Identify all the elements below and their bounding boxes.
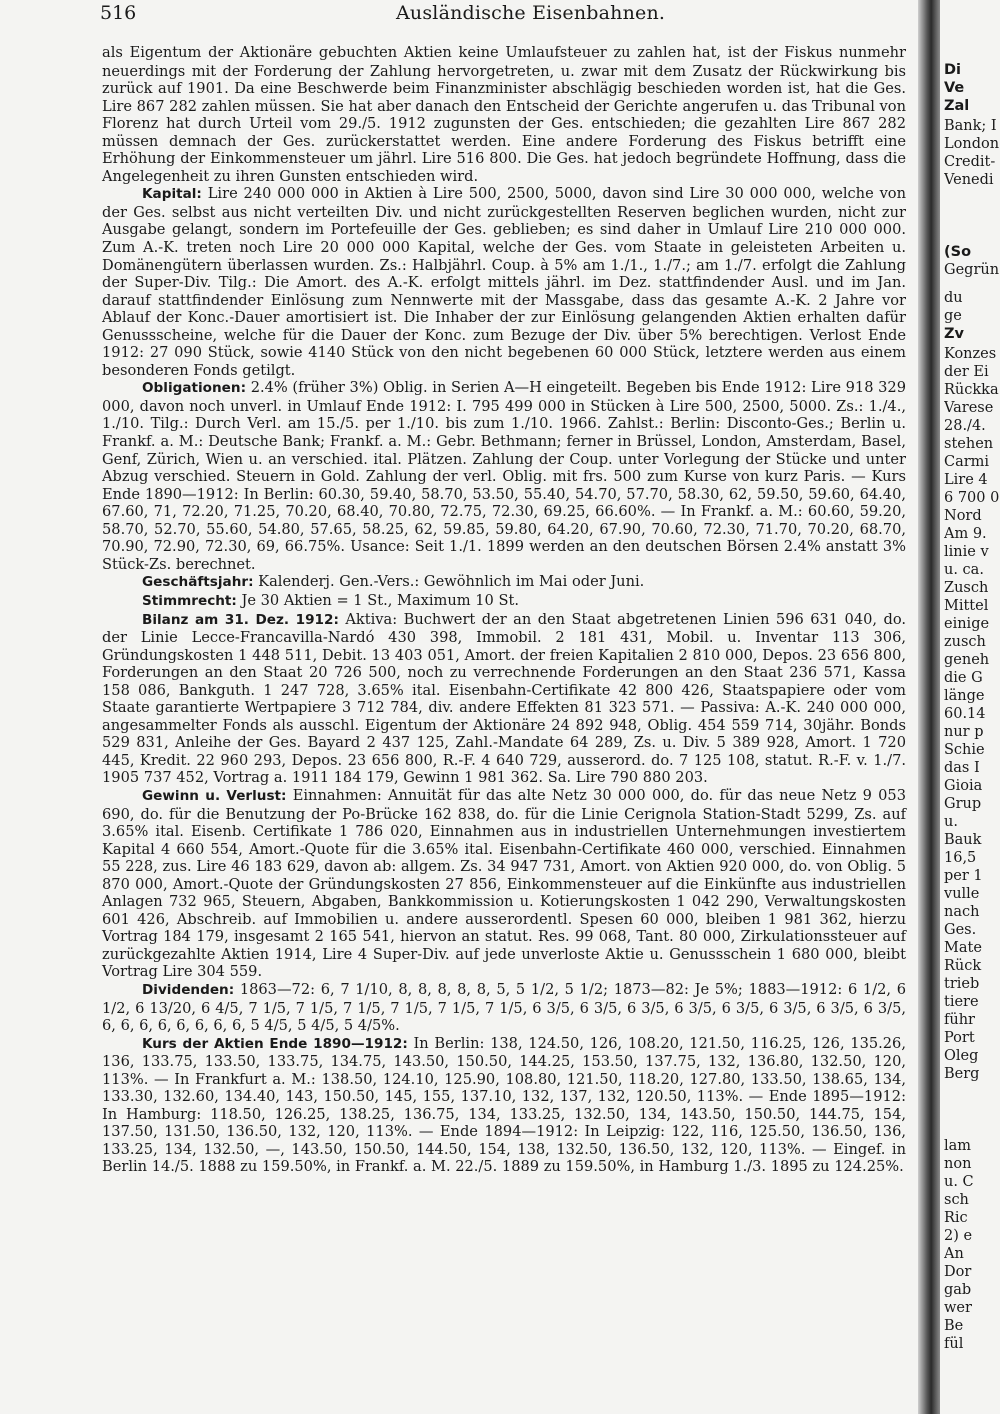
adjacent-line-fragment: führ xyxy=(944,1012,975,1028)
adjacent-line-fragment: Credit- xyxy=(944,154,996,170)
adjacent-line-fragment: Oleg xyxy=(944,1048,979,1064)
adjacent-line-fragment: Ges. xyxy=(944,922,977,938)
adjacent-line-fragment: fül xyxy=(944,1336,964,1352)
adjacent-line-fragment: länge xyxy=(944,688,985,704)
adjacent-line-fragment: An xyxy=(944,1246,964,1262)
paragraph-kurs-der-aktien: Kurs der Aktien Ende 1890—1912: In Berlin: 138, 124.50, 126, 108.20, 121.50, 116.25, 126, 135.26, 136, 133.75, 133.50, 133.75, 134.75, 143.50, 150.50, 144.25, 153.50, 137.75, 132, 136.80, 132.50, 120, 113%. — In Frankfurt a. M.: 138.50, 124.10, 125.90, 108.80, 121.50, 118.20, 127.80, 133.50, 138.65, 134, 133.30, 132.60, 134.40, 143, 150.50, 145, 155, 137.10, 132, 137, 132, 120.50, 113%. — Ende 1895—1912: In Hamburg: 118.50, 126.25, 138.25, 136.75, 134, 133.25, 132.50, 134, 143.50, 150.50, 144.75, 154, 137.50, 131.50, 136.50, 132, 120, 113%. — Ende 1894—1912: In Leipzig: 122, 116, 125.50, 136.50, 136, 133.25, 134, 132.50, —, 143.50, 150.50, 144.50, 154, 138, 132.50, 136.50, 132, 120, 113%. — Eingef. in Berlin 14./5. 1888 zu 159.50%, in Frankf. a. M. 22./5. 1889 zu 159.50%, in Hamburg 1./3. 1895 zu 124.25%. xyxy=(102,1034,906,1176)
paragraph-bilanz: Bilanz am 31. Dez. 1912: Aktiva: Buchwert der an den Staat abgetretenen Linien 596 631 040, do. der Linie Lecce-Francavilla-Nardó 430 398, Immobil. 2 181 431, Mobil. u. Inventar 113 306, Gründungskosten 1 448 511, Debit. 13 403 051, Amort. der freien Kapitalien 2 810 000, Depos. 23 656 800, Forderungen an den Staat 20 726 500, noch zu verrechnende Forderungen an den Staat 236 571, Kassa 158 086, Bankguth. 1 247 728, 3.65% ital. Eisenbahn-Certifikate 42 800 426, Staatspapiere oder vom Staate garantierte Wertpapiere 3 712 784, div. andere Effekten 81 323 571. — Passiva: A.-K. 240 000 000, angesammelter Fonds als ausschl. Eigentum der Aktionäre 24 892 948, Oblig. 454 559 714, 30jähr. Bonds 529 831, Anleihe der Ges. Bayard 2 437 125, Zahl.-Mandate 64 289, Zs. u. Div. 5 389 928, Amort. 1 720 445, Kredit. 22 960 293, Depos. 23 656 800, R.-F. 4 640 729, ausserord. do. 7 125 108, statut. R.-F. v. 1./7. 1905 737 452, Vortrag a. 1911 184 179, Gewinn 1 981 362. Sa. Lire 790 880 203. xyxy=(102,610,907,787)
paragraph-intro: als Eigentum der Aktionäre gebuchten Aktien keine Umlaufsteuer zu zahlen hat, ist der Fiskus nunmehr neuerdings mit der Forderung der Zahlung hervorgetreten, u. zwar mit dem Zusatz der Rückwirkung bis zurück auf 1901. Da eine Beschwerde beim Finanzminister abschlägig beschieden worden ist, hat die Ges. Lire 867 282 zahlen müssen. Sie hat aber danach den Entscheid der Gerichte angerufen u. das Tribunal von Florenz hat durch Urteil vom 29./5. 1912 zugunsten der Ges. entschieden; die gezahlten Lire 867 282 müssen demnach der Ges. zurückerstattet werden. Eine andere Forderung des Fiskus betrifft eine Erhöhung der Einkommensteuer um jährl. Lire 516 800. Die Ges. hat jedoch begründete Hoffnung, dass die Angelegenheit zu ihren Gunsten entschieden wird. xyxy=(102,44,906,185)
section-label: Geschäftsjahr: xyxy=(142,574,254,591)
paragraph-obligationen: Obligationen: 2.4% (früher 3%) Oblig. in Serien A—H eingeteilt. Begeben bis Ende 1912: Lire 918 329 000, davon noch unverl. in Umlauf Ende 1912: I. 795 499 000 in Stücken à Lire 500, 2500, 5000. Zs.: 1./4., 1./10. Tilg.: Durch Verl. am 15./5. per 1./10. bis zum 1./10. 1966. Zahlst.: Berlin: Disconto-Ges.; Berlin u. Frankf. a. M.: Deutsche Bank; Frankf. a. M.: Gebr. Bethmann; ferner in Brüssel, London, Amsterdam, Basel, Genf, Zürich, Wien u. an verschied. ital. Plätzen. Zahlung der Coup. unter Vorlegung der Stücke und unter Abzug verschied. Steuern in Gold. Zahlung der verl. Oblig. mit frs. 500 zum Kurse von kurz Paris. — Kurs Ende 1890—1912: In Berlin: 60.30, 59.40, 58.70, 53.50, 55.40, 54.70, 57.70, 58.30, 62, 59.50, 59.60, 64.40, 67.60, 71, 72.20, 71.25, 70.20, 68.40, 70.80, 72.75, 72.30, 69.25, 66.60%. — In Frankf. a. M.: 60.60, 59.20, 58.70, 52.70, 55.60, 54.80, 57.65, 58.25, 62, 59.85, 59.80, 64.20, 67.90, 70.60, 72.30, 71.70, 70.20, 68.70, 70.90, 72.90, 72.30, 69, 66.75%. Usance: Seit 1./1. 1899 werden an den deutschen Börsen 2.4% anstatt 3% Stück-Zs. berechnet. xyxy=(102,379,907,573)
adjacent-line-fragment: trieb xyxy=(944,976,980,992)
adjacent-line-fragment: Lire 4 xyxy=(944,472,988,488)
adjacent-line-fragment: nach xyxy=(944,904,980,920)
main-text-column xyxy=(102,44,906,1176)
adjacent-line-fragment: 60.14 xyxy=(944,706,986,722)
adjacent-line-fragment: zusch xyxy=(944,634,986,650)
adjacent-page-fragment xyxy=(944,0,1000,1414)
adjacent-line-fragment: einige xyxy=(944,616,990,632)
adjacent-line-fragment: Gioia xyxy=(944,778,983,794)
section-label: Dividenden: xyxy=(142,981,235,998)
book-gutter xyxy=(918,0,940,1414)
adjacent-line-fragment: Zusch xyxy=(944,580,989,596)
adjacent-line-fragment: Varese xyxy=(944,400,994,416)
adjacent-line-fragment: ge xyxy=(944,308,962,324)
adjacent-line-fragment: tiere xyxy=(944,994,979,1010)
adjacent-line-fragment: Am 9. xyxy=(944,526,987,542)
adjacent-line-fragment: per 1 xyxy=(944,868,983,884)
adjacent-line-fragment: der Ei xyxy=(944,364,989,380)
adjacent-line-fragment: 6 700 0 xyxy=(944,490,1000,506)
adjacent-line-fragment: Port xyxy=(944,1030,975,1046)
paragraph-dividenden: Dividenden: 1863—72: 6, 7 1/10, 8, 8, 8, 8, 8, 5, 5 1/2, 5 1/2; 1873—82: Je 5%; 1883—1912: 6 1/2, 6 1/2, 6 13/20, 6 4/5, 7 1/5, 7 1/5, 7 1/5, 7 1/5, 7 1/5, 7 1/5, 6 3/5, 6 3/5, 6 3/5, 6 3/5, 6 3/5, 6 3/5, 6 3/5, 6 3/5, 6, 6, 6, 6, 6, 6, 6, 6, 5 4/5, 5 4/5, 5 4/5%. xyxy=(102,980,906,1035)
adjacent-line-fragment: nur p xyxy=(944,724,984,740)
adjacent-line-fragment: das I xyxy=(944,760,980,776)
running-title: Ausländische Eisenbahnen. xyxy=(396,2,666,24)
section-label: Obligationen: xyxy=(142,380,247,397)
adjacent-line-fragment: gab xyxy=(944,1282,972,1298)
adjacent-line-fragment: u. ca. xyxy=(944,562,984,578)
adjacent-line-fragment: wer xyxy=(944,1300,972,1316)
adjacent-line-fragment: Ric xyxy=(944,1210,968,1226)
adjacent-line-fragment: Di xyxy=(944,62,962,78)
adjacent-line-fragment: Mate xyxy=(944,940,982,956)
adjacent-line-fragment: linie v xyxy=(944,544,989,560)
adjacent-line-fragment: 2) e xyxy=(944,1228,973,1244)
adjacent-line-fragment: Mittel xyxy=(944,598,989,614)
adjacent-line-fragment: Grup xyxy=(944,796,982,812)
adjacent-line-fragment: sch xyxy=(944,1192,969,1208)
adjacent-line-fragment: (So xyxy=(944,244,972,260)
adjacent-line-fragment: Schie xyxy=(944,742,985,758)
adjacent-line-fragment: u. xyxy=(944,814,958,830)
adjacent-line-fragment: Bank; I xyxy=(944,118,997,134)
paragraph-stimmrecht: Stimmrecht: Je 30 Aktien = 1 St., Maximum 10 St. xyxy=(142,591,519,609)
adjacent-line-fragment: Carmi xyxy=(944,454,990,470)
adjacent-line-fragment: Rückka xyxy=(944,382,999,398)
adjacent-line-fragment: Be xyxy=(944,1318,964,1334)
adjacent-line-fragment: London xyxy=(944,136,1000,152)
adjacent-line-fragment: lam xyxy=(944,1138,972,1154)
adjacent-line-fragment: stehen xyxy=(944,436,994,452)
adjacent-line-fragment: Rück xyxy=(944,958,982,974)
adjacent-line-fragment: vulle xyxy=(944,886,980,902)
paragraph-geschaeftsjahr: Geschäftsjahr: Kalenderj. Gen.-Vers.: Gewöhnlich im Mai oder Juni. xyxy=(142,573,645,591)
adjacent-line-fragment: Zal xyxy=(944,98,970,114)
adjacent-line-fragment: Bauk xyxy=(944,832,982,848)
adjacent-line-fragment: u. C xyxy=(944,1174,974,1190)
page-header xyxy=(100,2,910,32)
adjacent-line-fragment: die G xyxy=(944,670,983,686)
section-label: Kapital: xyxy=(142,186,202,203)
section-label: Kurs der Aktien Ende 1890—1912: xyxy=(142,1035,408,1052)
page-number: 516 xyxy=(100,2,137,24)
adjacent-line-fragment: du xyxy=(944,290,963,306)
paragraph-kapital: Kapital: Lire 240 000 000 in Aktien à Lire 500, 2500, 5000, davon sind Lire 30 000 000, welche von der Ges. selbst aus nicht verteilten Div. und nicht zurückgestellten Reserven beglichen wurden, nicht zur Ausgabe gelangt, sondern im Portefeuille der Ges. geblieben; es sind daher in Umlauf Lire 210 000 000. Zum A.-K. treten noch Lire 20 000 000 Kapital, welche der Ges. vom Staate in geleisteten Arbeiten u. Domänengütern überlassen wurden. Zs.: Halbjährl. Coup. à 5% am 1./1., 1./7.; am 1./7. erfolgt die Zahlung der Super-Div. Tilg.: Die Amort. des A.-K. erfolgt mittels jährl. im Dez. stattfindender Ausl. und im Jan. darauf stattfindender Einlösung zum Nennwerte mit der Massgabe, dass das gesamte A.-K. 2 Jahre vor Ablauf der Konc.-Dauer amortisiert ist. Die Inhaber der zur Einlösung gelangenden Aktien erhalten dafür Genussscheine, welche für die Dauer der Konc. zum Bezuge der Div. über 5% berechtigen. Verlost Ende 1912: 27 090 Stück, sowie 4140 Stück von den nicht begebenen 60 000 Stück, letztere werden aus einem besonderen Fonds getilgt. xyxy=(102,185,906,379)
adjacent-line-fragment: Gegrün xyxy=(944,262,1000,278)
section-label: Bilanz am 31. Dez. 1912: xyxy=(142,611,339,628)
adjacent-line-fragment: non xyxy=(944,1156,972,1172)
paragraph-gewinn-verlust: Gewinn u. Verlust: Einnahmen: Annuität für das alte Netz 30 000 000, do. für das neue Netz 9 053 690, do. für die Benutzung der Po-Brücke 162 838, do. für die Linie Cerignola Station-Stadt 5299, Zs. auf 3.65% ital. Eisenb. Certifikate 1 786 020, Einnahmen aus in industriellen Unternehmungen investiertem Kapital 4 660 554, Amort.-Quote für die 3.65% ital. Eisenbahn-Certifikate 460 000, verschied. Einnahmen 55 228, zus. Lire 46 183 629, davon ab: allgem. Zs. 34 947 731, Amort. von Aktien 920 000, do. von Oblig. 5 870 000, Amort.-Quote der Gründungskosten 27 856, Einkommensteuer auf die Einkünfte aus industriellen Anlagen 732 965, Steuern, Abgaben, Bankkommission u. Kotierungskosten 1 042 290, Verwaltungskosten 601 426, Abschreib. auf Immobilien u. andere ausserordentl. Spesen 60 000, bleiben 1 981 362, hierzu Vortrag 184 179, insgesamt 2 165 541, hiervon an statut. Res. 99 068, Tant. 80 000, Zirkulationssteuer auf zurückgezahlte Aktien 1914, Lire 4 Super-Div. auf jede unverloste Aktie u. Genussschein 1 680 000, bleibt Vortrag Lire 304 559. xyxy=(102,786,906,981)
adjacent-line-fragment: Nord xyxy=(944,508,982,524)
adjacent-line-fragment: Dor xyxy=(944,1264,972,1280)
adjacent-line-fragment: Konzes xyxy=(944,346,997,362)
adjacent-line-fragment: geneh xyxy=(944,652,990,668)
adjacent-line-fragment: Ve xyxy=(944,80,965,96)
section-label: Gewinn u. Verlust: xyxy=(142,787,287,804)
adjacent-line-fragment: Zv xyxy=(944,326,964,342)
adjacent-line-fragment: Berg xyxy=(944,1066,980,1082)
section-label: Stimmrecht: xyxy=(142,592,237,609)
adjacent-line-fragment: 28./4. xyxy=(944,418,986,434)
adjacent-line-fragment: 16,5 xyxy=(944,850,977,866)
adjacent-line-fragment: Venedi xyxy=(944,172,994,188)
